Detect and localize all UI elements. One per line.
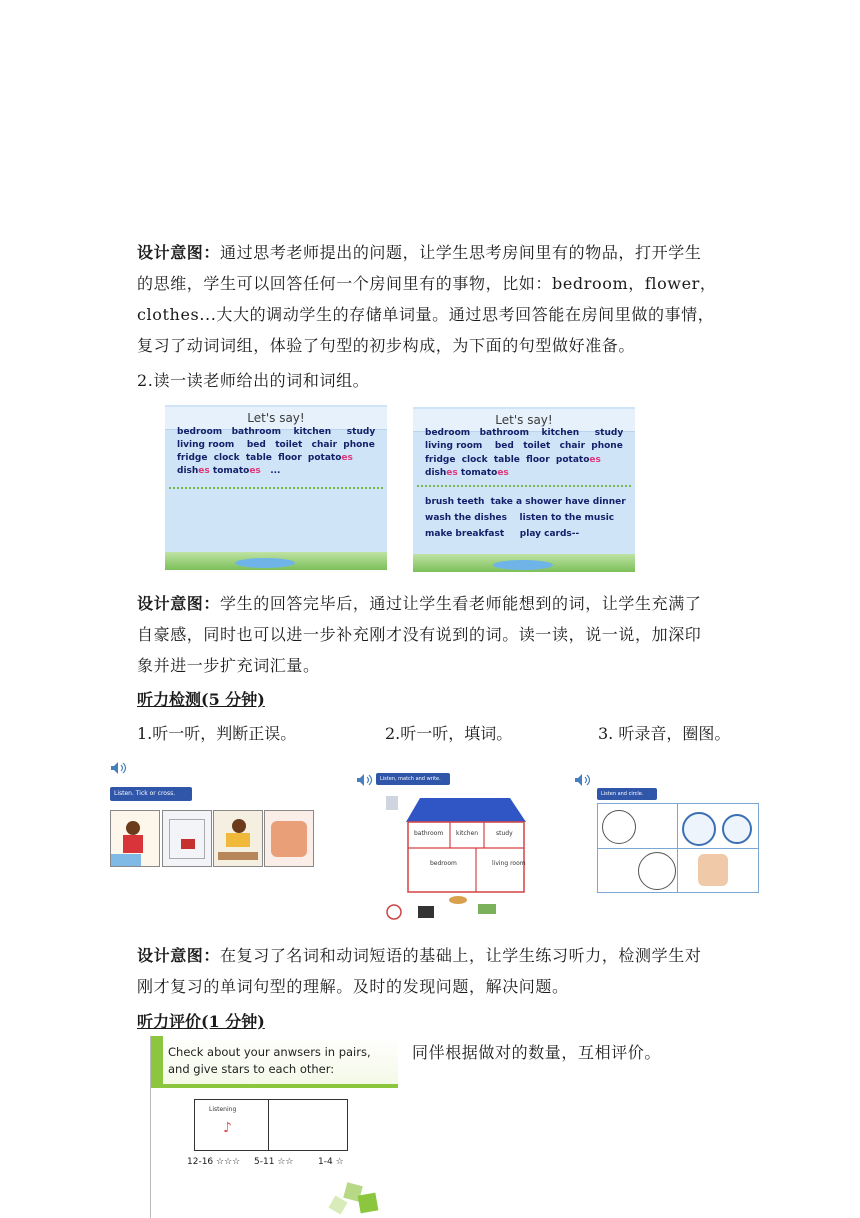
text-line: 的思维，学生可以回答任何一个房间里有的事物，比如：bedroom，flower，: [137, 274, 717, 293]
phrase-row: wash the dishes listen to the music: [425, 513, 615, 523]
answer-circle: [638, 852, 676, 890]
word-row: fridge clock table floor potatoes: [177, 453, 353, 463]
text-line: 刚才复习的单词句型的理解。及时的发现问题，解决问题。: [137, 977, 569, 996]
two-stars-icon: ☆☆: [277, 1157, 294, 1167]
clock-icon: [722, 814, 752, 844]
step-2-instruction: 2.读一读老师给出的词和词组。: [137, 371, 370, 390]
slide-title: Let's say!: [413, 409, 635, 432]
exercise-header-text: Listen. Tick or cross.: [114, 790, 176, 797]
one-star-icon: ☆: [335, 1157, 344, 1167]
task-3-label: 3. 听录音，圈图。: [598, 724, 731, 743]
room-label: bathroom: [414, 830, 444, 837]
pond-decoration: [235, 558, 295, 568]
exercise-1-picture-1: [110, 810, 160, 867]
word-row: dishes tomatoes ...: [177, 466, 281, 476]
text-line: 自豪感，同时也可以进一步补充刚才没有说到的词。读一读，说一说，加深印: [137, 625, 702, 644]
text-line: 学生的回答完毕后，通过让学生看老师能想到的词，让学生充满了: [220, 594, 702, 613]
phrase-row: brush teeth take a shower have dinner: [425, 497, 626, 507]
design-intent-label: 设计意图：: [137, 243, 221, 262]
score-range-label: 1-4: [318, 1157, 333, 1167]
vine-divider: [169, 487, 383, 491]
exercise-3-header: [597, 788, 657, 800]
design-intent-paragraph-1: [137, 237, 737, 361]
exercise-1-picture-3: [213, 810, 263, 867]
text-line: 复习了动词词组，体验了句型的初步构成，为下面的句型做好准备。: [137, 336, 636, 355]
lets-say-slide-2: [413, 407, 635, 572]
answer-circle: [602, 810, 636, 844]
word-row: bedroom bathroom kitchen study: [177, 427, 376, 437]
text-line: 在复习了名词和动词短语的基础上，让学生练习听力，检测学生对: [220, 946, 702, 965]
evaluation-note: 同伴根据做对的数量，互相评价。: [412, 1043, 662, 1062]
ear-icon: ♪: [223, 1120, 232, 1136]
score-range-mid: [254, 1157, 293, 1167]
speaker-icon[interactable]: [356, 772, 374, 786]
room-label: living room: [492, 860, 526, 867]
text-line: 通过思考老师提出的问题，让学生思考房间里有的物品，打开学生: [220, 243, 702, 262]
score-range-low: [318, 1157, 344, 1167]
vine-divider: [417, 485, 631, 489]
slide-title: Let's say!: [165, 407, 387, 430]
evaluation-instruction: [168, 1044, 371, 1078]
score-range-high: [187, 1157, 240, 1167]
design-intent-label: 设计意图：: [137, 594, 221, 613]
design-intent-label: 设计意图：: [137, 946, 221, 965]
word-row: bedroom bathroom kitchen study: [425, 428, 624, 438]
lets-say-slide-1: [165, 405, 387, 570]
pond-decoration: [493, 560, 553, 570]
section-heading-listening-test: 听力检测(5 分钟): [137, 690, 265, 709]
design-intent-paragraph-3: [137, 940, 737, 1002]
section-heading-listening-evaluation: 听力评价(1 分钟): [137, 1012, 265, 1031]
decorative-cubes: [331, 1184, 381, 1218]
word-row: dishes tomatoes: [425, 468, 509, 478]
three-stars-icon: ☆☆☆: [216, 1157, 241, 1167]
task-1-label: 1.听一听，判断正误。: [137, 724, 297, 743]
design-intent-paragraph-2: [137, 588, 737, 681]
text-line: clothes...大大的调动学生的存储单词量。通过思考回答能在房间里做的事情，: [137, 305, 715, 324]
evaluation-table: [194, 1099, 348, 1151]
exercise-3-grid: [597, 803, 759, 893]
clock-icon: [682, 812, 716, 846]
phrase-row: make breakfast play cards--: [425, 529, 580, 539]
exercise-2-header: [376, 773, 450, 785]
score-range-label: 12-16: [187, 1157, 214, 1167]
instruction-line: Check about your anwsers in pairs,: [168, 1045, 371, 1059]
exercise-1-header: [110, 787, 192, 801]
score-range-label: 5-11: [254, 1157, 275, 1167]
speaker-icon[interactable]: [574, 772, 592, 786]
task-2-label: 2.听一听，填词。: [385, 724, 513, 743]
word-row: fridge clock table floor potatoes: [425, 455, 601, 465]
instruction-line: and give stars to each other:: [168, 1062, 335, 1076]
exercise-header-text: Listen and circle.: [601, 791, 644, 797]
text-line: 象并进一步扩充词汇量。: [137, 656, 320, 675]
room-label: kitchen: [456, 830, 479, 837]
speaker-icon[interactable]: [110, 760, 128, 774]
exercise-1-picture-4: [264, 810, 314, 867]
evaluation-slide: [150, 1036, 398, 1218]
house-picture: [380, 790, 530, 922]
word-row: living room bed toilet chair phone: [425, 441, 623, 451]
room-label: bedroom: [430, 860, 457, 867]
word-row: living room bed toilet chair phone: [177, 440, 375, 450]
room-label: study: [496, 830, 513, 837]
exercise-1-picture-2: [162, 810, 212, 867]
exercise-header-text: Listen, match and write.: [380, 776, 441, 782]
listening-label: Listening: [209, 1106, 237, 1113]
